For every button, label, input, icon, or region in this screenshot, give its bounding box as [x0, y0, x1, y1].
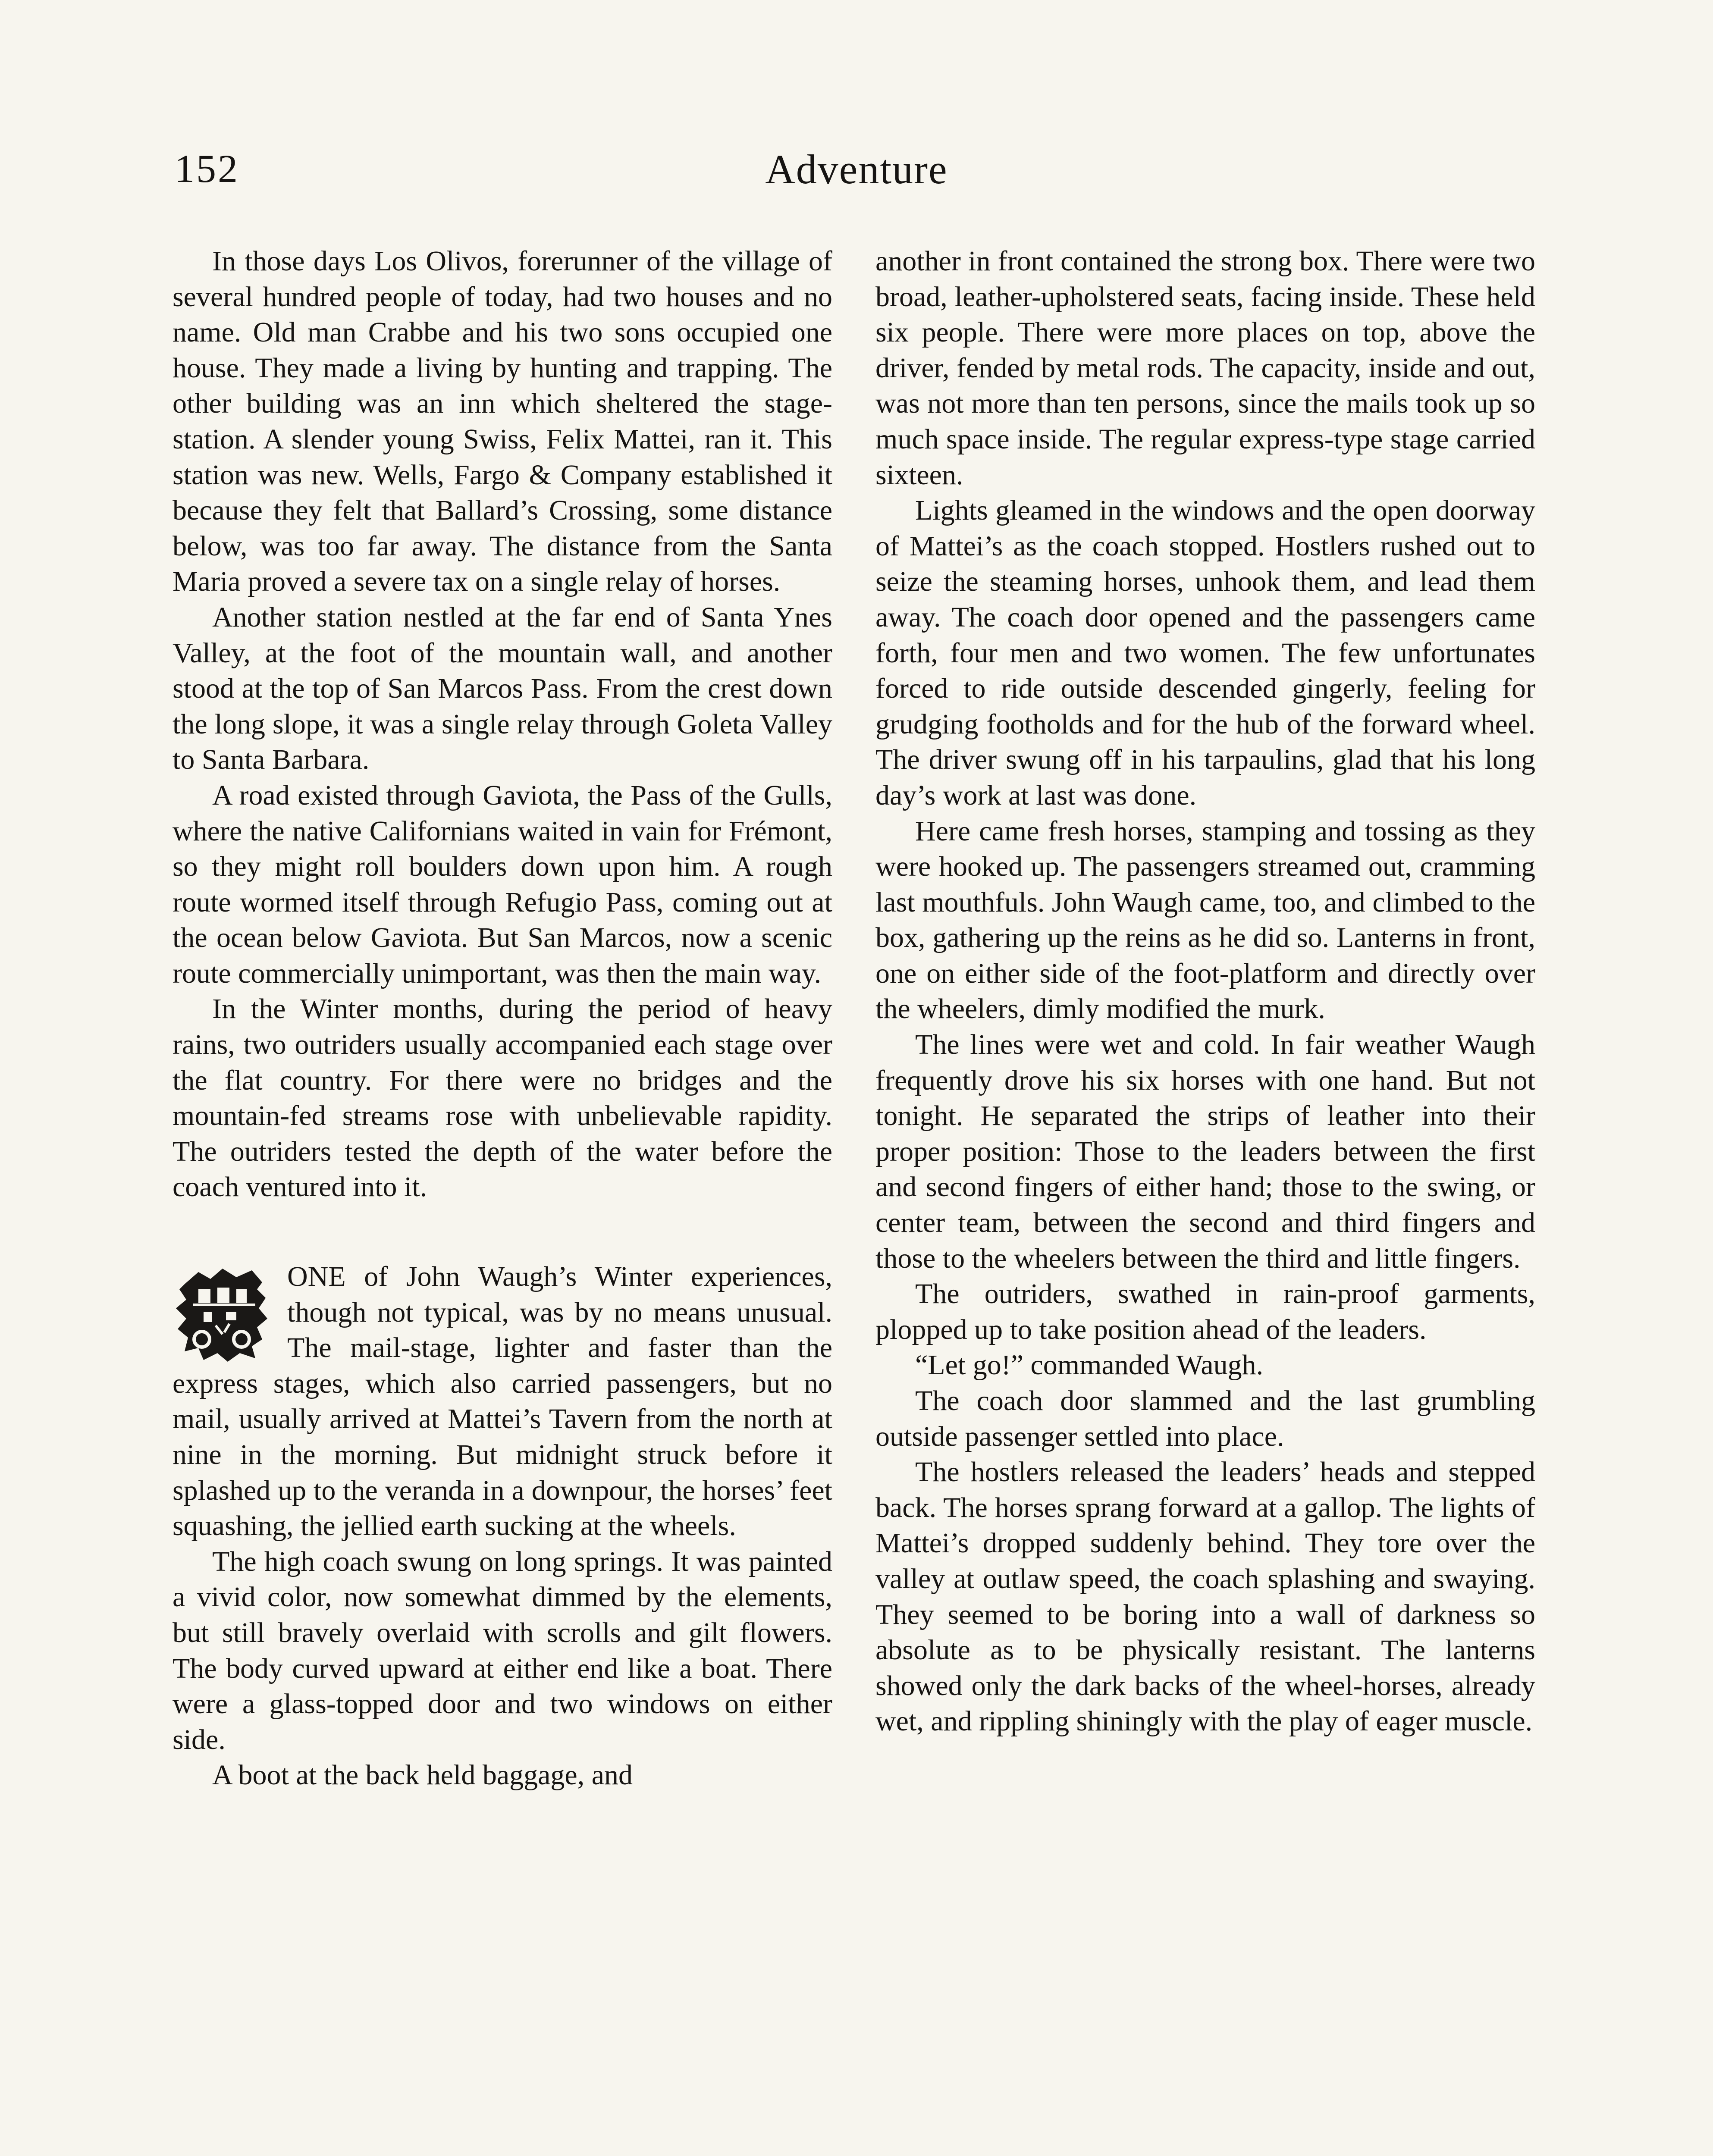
section-opening-paragraph [173, 1259, 832, 1544]
paragraph-text: ONE of John Waugh’s Winter experiences, though not typical, was by no means unusual. The mail-stage, lighter and faster than the express stages, which also carried passengers, but no mail, usually arrived at Mattei’s Tavern from the north at nine in the morning. But midnight struck before it splashed up to the veranda in a downpour, the horses’ feet squashing, the jellied earth sucking at the wheels. [173, 1261, 832, 1542]
section-break [173, 1205, 832, 1259]
paragraph: “Let go!” commanded Waugh. [915, 1349, 1264, 1381]
paragraph: Lights gleamed in the windows and the open doorway of Mattei’s as the coach stopped. Hostlers rushed out to seize the steaming horses, unhook them, and lead them away. The coach door opened and the passengers came forth, four men and two women. The few unfortunates forced to ride outside descended gingerly, feeling for grudging footholds and for the hub of the forward wheel. The driver swung off in his tarpaulins, glad that his long day’s work at last was done. [875, 495, 1535, 811]
paragraph: The high coach swung on long springs. It was painted a vivid color, now somewhat dimmed by the elements, but still bravely overlaid with scrolls and gilt flowers. The body curved upward at either end like a boat. There were a glass-topped door and two windows on either side. [173, 1545, 832, 1755]
paragraph: The outriders, swathed in rain-proof garments, plopped up to take position ahead of the leaders. [875, 1278, 1535, 1345]
paragraph: In those days Los Olivos, forerunner of the village of several hundred people of today, had two houses and no name. Old man Crabbe and his two sons occupied one house. They made a living by hunting and trapping. The other building was an inn which sheltered the stage-station. A slender young Swiss, Felix Mattei, ran it. This station was new. Wells, Fargo & Company established it because they felt that Ballard’s Crossing, some distance below, was too far away. The distance from the Santa Maria proved a severe tax on a single relay of horses. [173, 245, 832, 598]
paragraph: The lines were wet and cold. In fair weather Waugh frequently drove his six horses with one hand. But not tonight. He separated the strips of leather into their proper position: Those to the leaders between the first and second fingers of either hand; those to the swing, or center team, between the second and third fingers and those to the wheelers between the third and little fingers. [875, 1029, 1535, 1274]
running-title: Adventure [765, 146, 948, 192]
paragraph: In the Winter months, during the period of heavy rains, two outriders usually accompanied each stage over the flat country. For there were no bridges and the mountain-fed streams rose with unbelievable rapidity. The outriders tested the depth of the water before the coach ventured into it. [173, 993, 832, 1203]
paragraph: Here came fresh horses, stamping and tossing as they were hooked up. The passengers streamed out, cramming last mouthfuls. John Waugh came, too, and climbed to the box, gathering up the reins as he did so. Lanterns in front, one on either side of the foot-platform and directly over the wheelers, dimly modified the murk. [875, 815, 1535, 1025]
right-column [875, 244, 1535, 1739]
paragraph: another in front contained the strong box. There were two broad, leather-upholstered seats, facing inside. These held six people. There were more places on top, above the driver, fended by metal rods. The capacity, inside and out, was not more than ten persons, since the mails took up so much space inside. The regular express-type stage carried sixteen. [875, 245, 1535, 491]
left-column [173, 244, 832, 1793]
paragraph: The hostlers released the leaders’ heads and stepped back. The horses sprang forward at a gallop. The lights of Mattei’s dropped suddenly behind. They tore over the valley at outlaw speed, the coach splashing and swaying. They seemed to be boring into a wall of darkness so absolute as to be physically resistant. The lanterns showed only the dark backs of the wheel-horses, already wet, and rippling shiningly with the play of eager muscle. [875, 1456, 1535, 1737]
paragraph: A boot at the back held baggage, and [212, 1759, 633, 1791]
page-number: 152 [175, 147, 239, 191]
paragraph: A road existed through Gaviota, the Pass of the Gulls, where the native Californians waited in vain for Frémont, so they might roll boulders down upon him. A rough route wormed itself through Refugio Pass, coming out at the ocean below Gaviota. But San Marcos, now a scenic route commercially unimportant, was then the main way. [173, 779, 832, 989]
stagecoach-illustration-icon [173, 1263, 276, 1365]
paragraph: The coach door slammed and the last grumbling outside passenger settled into place. [875, 1385, 1535, 1452]
paragraph: Another station nestled at the far end of Santa Ynes Valley, at the foot of the mountain wall, and another stood at the top of San Marcos Pass. From the crest down the long slope, it was a single relay through Goleta Valley to Santa Barbara. [173, 601, 832, 776]
page-header [0, 0, 1713, 216]
